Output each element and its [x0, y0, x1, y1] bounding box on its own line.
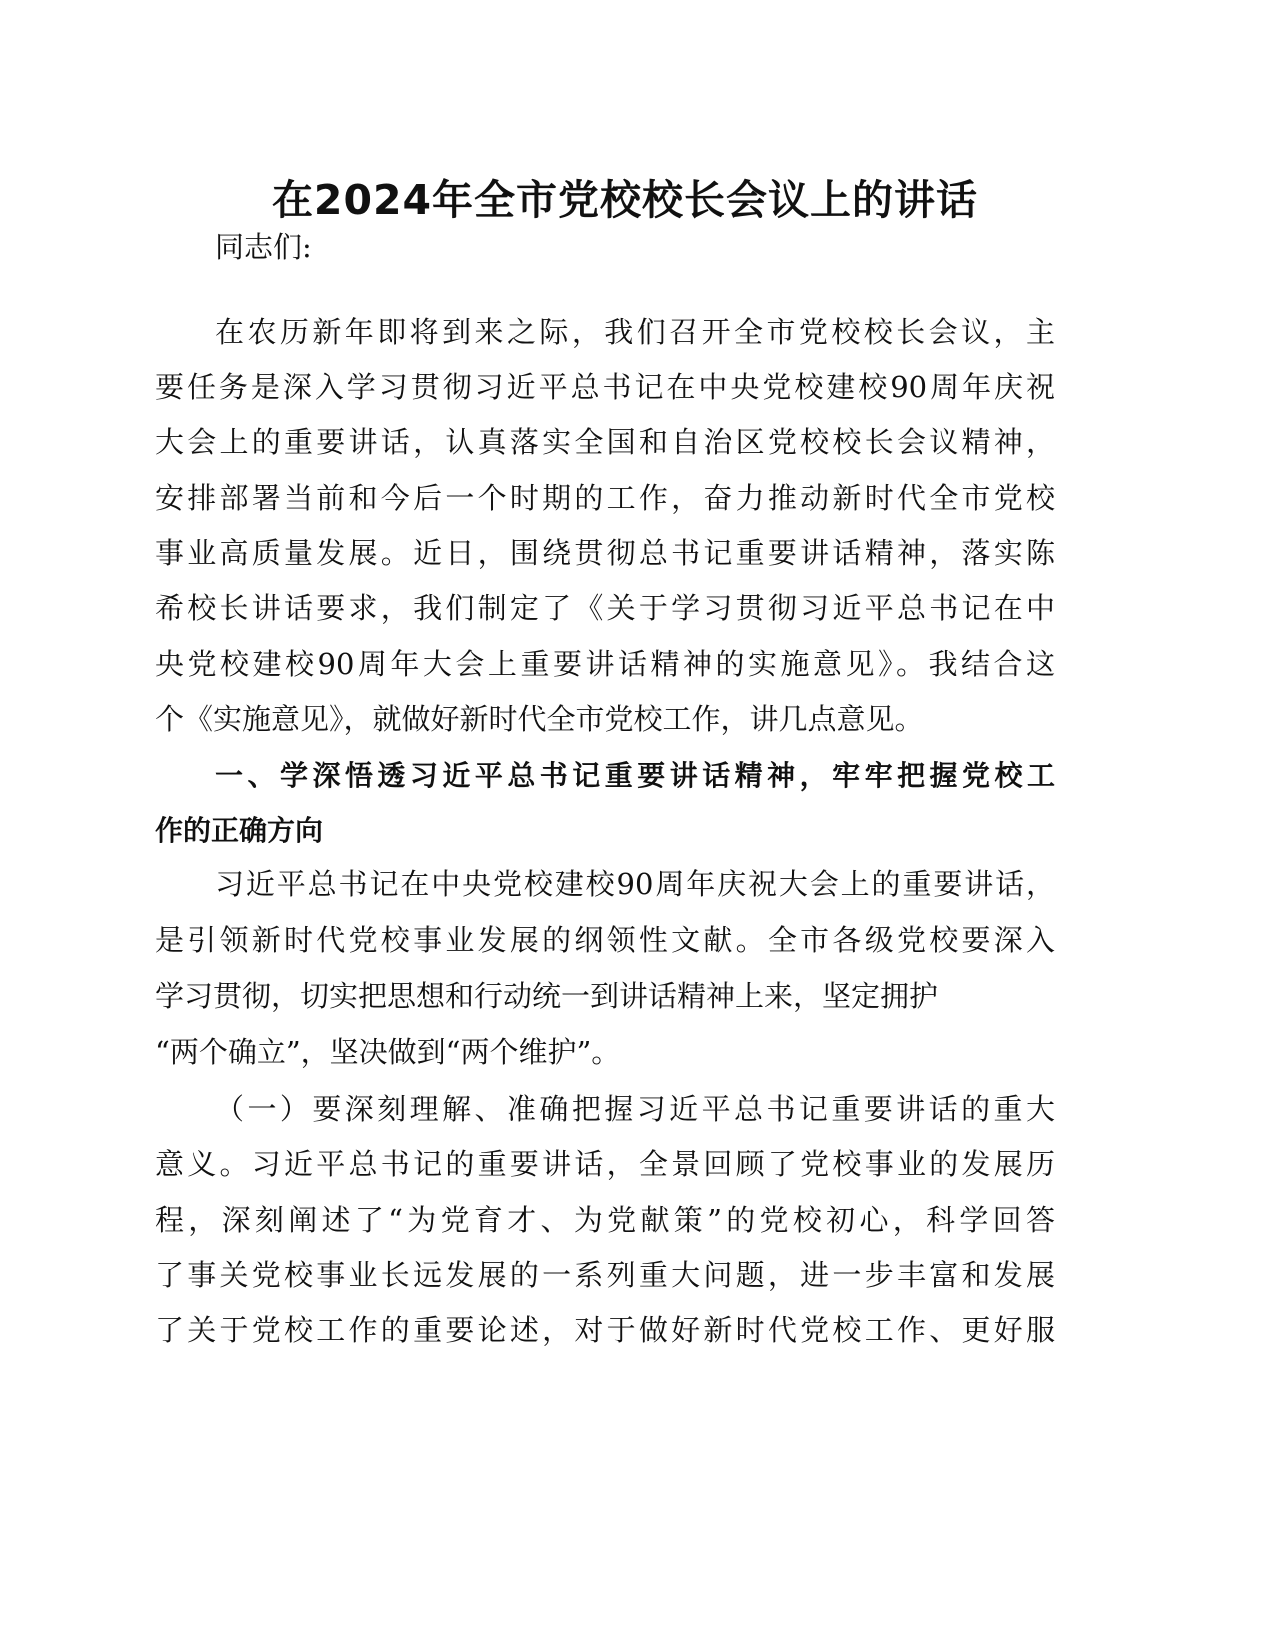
paragraph-line: 是引领新时代党校事业发展的纲领性文献。全市各级党校要深入 [155, 923, 1055, 957]
paragraph-line: 安排部署当前和今后一个时期的工作，奋力推动新时代全市党校 [155, 481, 1055, 515]
paragraph-line: 程，深刻阐述了“为党育才、为党献策”的党校初心，科学回答 [155, 1203, 1055, 1237]
paragraph-line: 希校长讲话要求，我们制定了《关于学习贯彻习近平总书记在中 [155, 591, 1055, 625]
salutation: 同志们: [215, 230, 312, 264]
paragraph-line: 事业高质量发展。近日，围绕贯彻总书记重要讲话精神，落实陈 [155, 536, 1055, 570]
paragraph-line: 大会上的重要讲话，认真落实全国和自治区党校校长会议精神， [155, 425, 1055, 459]
paragraph-line: 了关于党校工作的重要论述，对于做好新时代党校工作、更好服 [155, 1313, 1055, 1347]
paragraph-line: 在农历新年即将到来之际，我们召开全市党校校长会议，主 [215, 315, 1055, 349]
paragraph-line: “两个确立”，坚决做到“两个维护”。 [155, 1035, 621, 1069]
paragraph-line: 学习贯彻，切实把思想和行动统一到讲话精神上来，坚定拥护 [155, 979, 939, 1013]
paragraph-line: 习近平总书记在中央党校建校90周年庆祝大会上的重要讲话， [215, 867, 1055, 901]
paragraph-line: 个《实施意见》，就做好新时代全市党校工作，讲几点意见。 [155, 702, 924, 736]
subsection-line: （一）要深刻理解、准确把握习近平总书记重要讲话的重大 [215, 1092, 1055, 1126]
paragraph-line: 要任务是深入学习贯彻习近平总书记在中央党校建校90周年庆祝 [155, 370, 1055, 404]
section-heading: 作的正确方向 [155, 814, 324, 847]
paragraph-line: 意义。习近平总书记的重要讲话，全景回顾了党校事业的发展历 [155, 1147, 1055, 1181]
document-title: 在2024年全市党校校长会议上的讲话 [271, 176, 979, 224]
section-heading: 一、学深悟透习近平总书记重要讲话精神，牢牢把握党校工 [215, 759, 1055, 792]
paragraph-line: 央党校建校90周年大会上重要讲话精神的实施意见》。我结合这 [155, 647, 1055, 681]
paragraph-line: 了事关党校事业长远发展的一系列重大问题，进一步丰富和发展 [155, 1258, 1055, 1292]
